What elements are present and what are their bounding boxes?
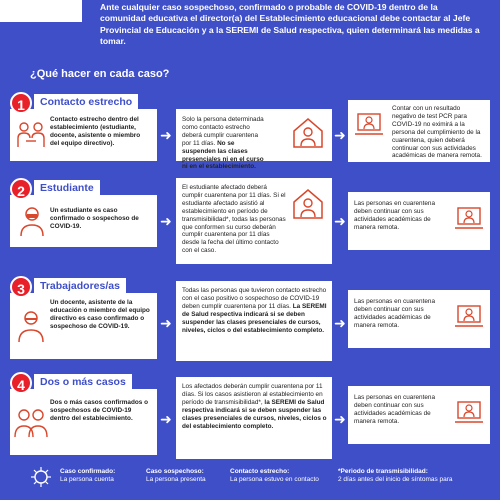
group-icon — [14, 405, 48, 439]
outcome-box — [348, 386, 490, 444]
arrow-icon: ➜ — [160, 411, 172, 427]
case-description: Dos o más casos confirmados o sospechosos de COVID-19 dentro del establecimiento. — [50, 399, 149, 422]
footer-col-confirmado — [60, 468, 115, 484]
measure-text: Los afectados deberán cumplir cuarentena por 11 días. Si los casos asistieron al establecimiento en período de transmisibilidad*, — [182, 383, 323, 406]
footer-text: La persona estuvo en contacto — [230, 476, 319, 483]
footer-text: La persona presenta — [146, 476, 206, 483]
outcome-text: Las personas en cuarentena deben continuar con sus actividades académicas de manera remota. — [354, 298, 436, 329]
measure-text-bold: La SEREMI de Salud respectiva indicará si se deben suspender las clases presenciales de cursos, niveles, ciclos o del establecimiento completo. — [182, 302, 327, 334]
laptop-person-icon — [454, 304, 484, 332]
measure-text: Solo la persona determinada como contacto estrecho deberá cumplir cuarentena por 11 días. — [182, 116, 264, 147]
virus-icon — [30, 466, 52, 488]
footer-label: Caso sospechoso: — [146, 468, 204, 475]
footer-definitions — [0, 462, 500, 500]
section-contacto-estrecho — [10, 92, 490, 171]
intro-text: Ante cualquier caso sospechoso, confirmado o probable de COVID-19 dentro de la comunidad educativa el director(a) del Establecimiento educacional debe contactar al Jefe Provincial de Educación y a la SEREMI de Salud respectiva, quien determinará las medidas a tomar. — [100, 2, 480, 47]
arrow-icon: ➜ — [334, 315, 346, 331]
house-person-icon — [290, 115, 326, 149]
outcome-text: Contar con un resultado negativo de test PCR para COVID-19 no eximirá a la persona del cumplimiento de la cuarentena, quien deberá continuar con sus actividades académicas de manera remota. — [392, 105, 482, 160]
outcome-text: Las personas en cuarentena deben continuar con sus actividades académicas de manera remota. — [354, 394, 436, 425]
footer-label: Caso confirmado: — [60, 468, 116, 475]
worker-icon — [16, 309, 46, 343]
student-icon — [18, 205, 46, 237]
measure-box — [176, 178, 332, 264]
house-person-icon — [290, 186, 326, 220]
laptop-person-icon — [454, 400, 484, 428]
case-description: Contacto estrecho dentro del establecimiento (estudiante, docente, asistente o miembro del equipo directivo). — [50, 116, 141, 147]
header-logo-box — [0, 0, 82, 22]
case-description: Un estudiante es caso confirmado o sospechoso de COVID-19. — [50, 207, 139, 230]
laptop-person-icon — [354, 112, 384, 140]
case-box — [10, 389, 157, 455]
measure-box — [176, 377, 332, 459]
footer-col-periodo — [338, 468, 453, 484]
section-estudiante — [10, 178, 490, 268]
footer-label: *Periodo de transmisibilidad: — [338, 468, 428, 475]
arrow-icon: ➜ — [160, 315, 172, 331]
section-number: 2 — [10, 178, 32, 200]
arrow-icon: ➜ — [334, 127, 346, 143]
laptop-person-icon — [454, 206, 484, 234]
measure-text-bold: la SEREMI de Salud respectiva indicará si se deben suspender las clases presenciales de cursos, niveles, ciclos o del establecimiento completo. — [182, 398, 327, 430]
section-title: Dos o más casos — [34, 374, 132, 390]
people-handshake-icon — [16, 121, 46, 149]
measure-text: Todas las personas que tuvieron contacto estrecho con el caso positivo o sospechoso de COVID-19 deben cumplir cuarentena por 11 días. — [182, 287, 327, 310]
section-title: Contacto estrecho — [34, 94, 138, 110]
measure-text: El estudiante afectado deberá cumplir cuarentena por 11 días. Si el estudiante afectado asistió al establecimiento en período de transmisibilidad*, todas las personas que conformen su curso deberán cumplir cuarentena por 11 días desde la fecha del último contacto con el caso. — [182, 184, 286, 255]
case-box — [10, 293, 157, 359]
outcome-text: Las personas en cuarentena deben continuar con sus actividades académicas de manera remota. — [354, 200, 436, 231]
footer-text: La persona cuenta — [60, 476, 114, 483]
case-box — [10, 109, 157, 161]
section-dos-o-mas-casos — [10, 372, 490, 462]
measure-box — [176, 109, 332, 171]
section-number: 4 — [10, 372, 32, 394]
question-heading: ¿Qué hacer en cada caso? — [30, 68, 170, 80]
arrow-icon: ➜ — [160, 127, 172, 143]
case-description: Un docente, asistente de la educación o miembro del equipo directivo es caso confirmado o sospechoso de COVID-19. — [50, 299, 150, 330]
footer-text: 2 días antes del inicio de síntomas para — [338, 476, 453, 483]
footer-col-sospechoso — [146, 468, 206, 484]
arrow-icon: ➜ — [334, 411, 346, 427]
outcome-box — [348, 100, 490, 162]
measure-text-bold: No se suspenden las clases presenciales ni en el curso ni en el establecimiento. — [182, 139, 264, 171]
section-number: 1 — [10, 92, 32, 114]
outcome-box — [348, 192, 490, 250]
arrow-icon: ➜ — [160, 213, 172, 229]
outcome-box — [348, 290, 490, 348]
section-title: Trabajadores/as — [34, 278, 126, 294]
case-box — [10, 195, 157, 247]
arrow-icon: ➜ — [334, 213, 346, 229]
section-trabajadores — [10, 276, 490, 366]
footer-col-contacto — [230, 468, 319, 484]
section-number: 3 — [10, 276, 32, 298]
measure-box — [176, 281, 332, 361]
section-title: Estudiante — [34, 180, 100, 196]
footer-label: Contacto estrecho: — [230, 468, 290, 475]
